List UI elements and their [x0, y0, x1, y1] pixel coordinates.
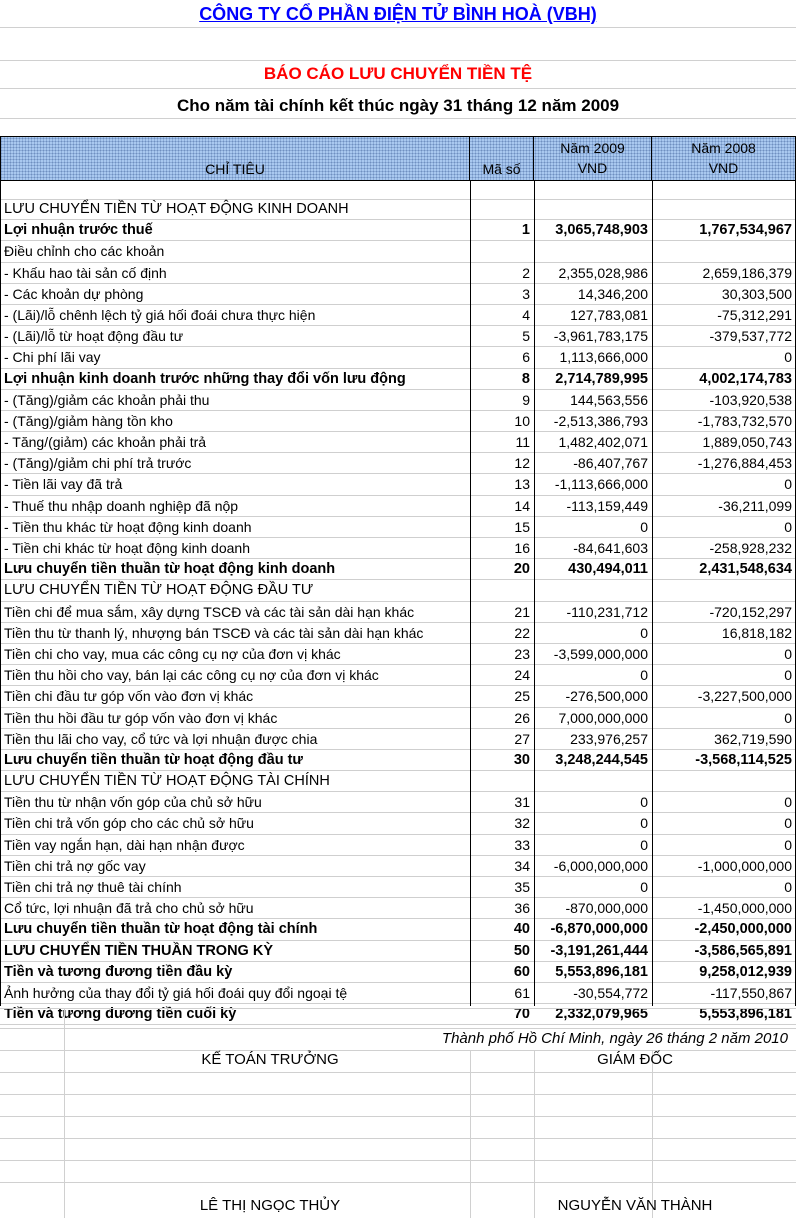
- row-label: Tiền chi trả nợ thuê tài chính: [4, 879, 182, 895]
- chief-accountant-title: KẾ TOÁN TRƯỞNG: [201, 1051, 339, 1068]
- table-row: [0, 877, 796, 898]
- table-row: [0, 983, 796, 1004]
- table-row: [0, 580, 796, 601]
- table-row: [0, 347, 796, 368]
- row-value-2008: -103,920,538: [709, 391, 792, 408]
- column-separator: [534, 180, 535, 1006]
- row-label: Tiền vay ngắn hạn, dài hạn nhận được: [4, 836, 245, 853]
- director-title: GIÁM ĐỐC: [597, 1051, 673, 1068]
- row-code: 70: [513, 1006, 530, 1023]
- row-code: 22: [514, 624, 530, 641]
- row-code: 35: [514, 879, 530, 895]
- row-value-2008: -3,227,500,000: [697, 688, 792, 705]
- row-label: Lợi nhuận trước thuế: [4, 222, 153, 239]
- column-separator: [470, 180, 471, 1006]
- row-label: Tiền thu từ thanh lý, nhượng bán TSCĐ và các tài sản dài hạn khác: [4, 624, 424, 641]
- table-row: [0, 559, 796, 580]
- row-code: 21: [514, 603, 530, 620]
- table-row: [0, 220, 796, 241]
- grid-line: [0, 1028, 796, 1029]
- row-value-2009: -276,500,000: [565, 688, 648, 705]
- column-separator: [470, 1050, 471, 1218]
- row-label: - (Lãi)/lỗ từ hoạt động đầu tư: [4, 328, 184, 345]
- table-row: [0, 517, 796, 538]
- row-value-2009: 2,714,789,995: [555, 370, 648, 387]
- row-value-2009: -3,599,000,000: [553, 645, 648, 662]
- row-code: 14: [514, 497, 530, 514]
- header-2009-year: Năm 2009: [560, 140, 625, 156]
- row-value-2008: 16,818,182: [721, 624, 792, 641]
- column-separator: [534, 1050, 535, 1218]
- column-separator: [652, 1050, 653, 1218]
- row-value-2009: 127,783,081: [570, 306, 648, 323]
- row-value-2008: -2,450,000,000: [694, 921, 792, 938]
- row-code: 13: [514, 476, 530, 493]
- row-value-2008: 4,002,174,783: [699, 370, 792, 387]
- row-value-2009: -110,231,712: [566, 603, 648, 620]
- grid-line: [0, 1094, 796, 1095]
- table-row: [0, 474, 796, 495]
- row-value-2009: 1,482,402,071: [558, 434, 648, 451]
- chief-accountant-name: LÊ THỊ NGỌC THỦY: [199, 1197, 341, 1214]
- table-row: [0, 326, 796, 347]
- row-value-2009: 0: [640, 836, 648, 853]
- table-row: [0, 538, 796, 559]
- row-value-2008: -117,550,867: [710, 984, 792, 1001]
- table-row: [0, 241, 796, 262]
- grid-line: [0, 1008, 796, 1009]
- column-separator: [64, 1008, 65, 1218]
- grid-line: [0, 1116, 796, 1117]
- row-value-2008: 9,258,012,939: [699, 963, 792, 980]
- row-code: 33: [514, 836, 530, 853]
- place-date: Thành phố Hồ Chí Minh, ngày 26 tháng 2 năm 2010: [441, 1030, 788, 1047]
- row-code: 15: [514, 518, 530, 535]
- blank-row: [0, 180, 796, 200]
- row-value-2008: -36,211,099: [718, 497, 792, 514]
- row-value-2009: -3,191,261,444: [550, 942, 648, 959]
- row-value-2008: 1,889,050,743: [702, 434, 792, 451]
- row-label: - Tiền thu khác từ hoạt động kinh doanh: [4, 518, 252, 535]
- row-code: 61: [514, 984, 530, 1001]
- grid-line: [0, 88, 796, 89]
- row-label: Lưu chuyển tiền thuần từ hoạt động đầu tư: [4, 751, 303, 768]
- table-row: [0, 750, 796, 771]
- row-label: Tiền thu từ nhận vốn góp của chủ sở hữu: [4, 794, 262, 811]
- table-row: [0, 941, 796, 962]
- row-label: - Tiền chi khác từ hoạt động kinh doanh: [4, 540, 250, 556]
- table-row: [0, 813, 796, 834]
- header-code-label: Mã số: [482, 161, 521, 177]
- row-label: Lưu chuyển tiền thuần từ hoạt động kinh doanh: [4, 561, 336, 578]
- row-code: 40: [513, 921, 530, 938]
- row-value-2009: -870,000,000: [565, 900, 648, 917]
- row-value-2008: -720,152,297: [709, 603, 792, 620]
- table-row: [0, 369, 796, 390]
- report-subtitle: Cho năm tài chính kết thúc ngày 31 tháng 12 năm 2009: [176, 96, 620, 115]
- row-value-2008: 2,659,186,379: [702, 264, 792, 281]
- row-label: LƯU CHUYỂN TIỀN THUẦN TRONG KỲ: [4, 942, 274, 959]
- column-separator: [652, 180, 653, 1006]
- row-code: 31: [514, 794, 530, 811]
- row-label: Điều chỉnh cho các khoản: [4, 243, 165, 260]
- row-code: 30: [513, 751, 530, 768]
- row-code: 26: [514, 709, 530, 726]
- row-value-2009: -84,641,603: [573, 540, 648, 556]
- row-value-2008: 0: [784, 645, 792, 662]
- row-value-2008: 0: [784, 667, 792, 684]
- table-row: [0, 962, 796, 983]
- grid-line: [0, 27, 796, 28]
- row-value-2008: 0: [784, 815, 792, 832]
- row-code: 2: [522, 264, 530, 281]
- row-label: Lợi nhuận kinh doanh trước những thay đổi vốn lưu động: [4, 370, 406, 387]
- table-row: [0, 729, 796, 750]
- row-label: - Khấu hao tài sản cố định: [4, 264, 167, 281]
- row-value-2009: 7,000,000,000: [558, 709, 648, 726]
- row-value-2008: -379,537,772: [709, 328, 792, 345]
- header-2008-year: Năm 2008: [691, 140, 756, 156]
- row-value-2008: -1,450,000,000: [697, 900, 792, 917]
- row-value-2009: 0: [640, 879, 648, 895]
- row-label: - Các khoản dự phòng: [4, 285, 144, 302]
- row-label: Tiền chi cho vay, mua các công cụ nợ của đơn vị khác: [4, 645, 341, 662]
- table-row: [0, 602, 796, 623]
- director-name: NGUYỄN VĂN THÀNH: [557, 1197, 713, 1214]
- row-value-2009: 5,553,896,181: [555, 963, 648, 980]
- row-label: - (Tăng)/giảm chi phí trả trước: [4, 455, 192, 472]
- row-value-2009: -1,113,666,000: [554, 476, 648, 493]
- row-code: 3: [522, 285, 530, 302]
- header-code: [470, 137, 534, 180]
- grid-line: [0, 1072, 796, 1073]
- row-value-2009: 0: [640, 815, 648, 832]
- row-value-2009: -6,000,000,000: [553, 857, 648, 874]
- table-row: [0, 432, 796, 453]
- row-value-2008: -75,312,291: [717, 306, 792, 323]
- row-code: 10: [514, 412, 530, 429]
- row-code: 36: [514, 900, 530, 917]
- header-year-2008: [652, 137, 796, 180]
- table-row: [0, 665, 796, 686]
- row-code: 32: [514, 815, 530, 832]
- header-year-2009: [534, 137, 652, 180]
- row-code: 9: [522, 391, 530, 408]
- row-label: - (Tăng)/giảm các khoản phải thu: [4, 391, 210, 408]
- table-row: [0, 390, 796, 411]
- grid-line: [0, 1160, 796, 1161]
- row-code: 1: [521, 222, 530, 239]
- row-value-2008: 0: [784, 879, 792, 895]
- row-value-2009: 2,332,079,965: [555, 1006, 648, 1023]
- row-value-2009: 3,065,748,903: [555, 222, 648, 239]
- row-label: LƯU CHUYỂN TIỀN TỪ HOẠT ĐỘNG KINH DOANH: [4, 201, 349, 217]
- table-row: [0, 792, 796, 813]
- row-code: 23: [514, 645, 530, 662]
- row-label: Tiền chi đầu tư góp vốn vào đơn vị khác: [4, 688, 254, 705]
- row-value-2008: 0: [784, 836, 792, 853]
- row-label: - Thuế thu nhập doanh nghiệp đã nộp: [4, 497, 239, 514]
- row-label: - Tăng/(giảm) các khoản phải trả: [4, 434, 207, 451]
- row-code: 6: [522, 349, 530, 366]
- row-label: Tiền chi trả nợ gốc vay: [4, 857, 146, 874]
- row-code: 16: [514, 540, 530, 556]
- row-code: 11: [515, 434, 530, 451]
- row-code: 8: [521, 370, 530, 387]
- row-label: - (Lãi)/lỗ chênh lệch tỷ giá hối đoái chưa thực hiện: [4, 306, 316, 323]
- row-value-2009: 0: [640, 624, 648, 641]
- row-value-2009: -2,513,386,793: [553, 412, 648, 429]
- row-code: 27: [514, 730, 530, 747]
- row-value-2009: -6,870,000,000: [550, 921, 648, 938]
- table-row: [0, 919, 796, 940]
- row-value-2008: 2,431,548,634: [699, 561, 792, 578]
- row-code: 50: [513, 942, 530, 959]
- row-value-2009: 14,346,200: [577, 285, 648, 302]
- header-item-label: CHỈ TIÊU: [205, 161, 265, 177]
- grid-line: [0, 1182, 796, 1183]
- row-label: Tiền thu hồi đầu tư góp vốn vào đơn vị khác: [4, 709, 278, 726]
- row-value-2009: 2,355,028,986: [558, 264, 648, 281]
- row-code: 60: [513, 963, 530, 980]
- row-label: Tiền và tương đương tiền cuối kỳ: [4, 1006, 237, 1023]
- row-label: - (Tăng)/giảm hàng tồn kho: [4, 412, 173, 429]
- table-row: [0, 708, 796, 729]
- table-row: [0, 771, 796, 792]
- row-value-2008: 0: [784, 794, 792, 811]
- row-label: Tiền và tương đương tiền đầu kỳ: [4, 963, 233, 980]
- table-row: [0, 199, 796, 220]
- row-code: 5: [522, 328, 530, 345]
- row-label: Tiền thu hồi cho vay, bán lại các công cụ nợ của đơn vị khác: [4, 667, 379, 684]
- table-row: [0, 623, 796, 644]
- table-row: [0, 411, 796, 432]
- table-row: [0, 453, 796, 474]
- table-row: [0, 263, 796, 284]
- row-value-2008: -1,783,732,570: [697, 412, 792, 429]
- table-row: [0, 686, 796, 707]
- table-row: [0, 856, 796, 877]
- table-row: [0, 305, 796, 326]
- row-label: Ảnh hưởng của thay đổi tỷ giá hối đoái quy đổi ngoại tệ: [4, 984, 348, 1001]
- row-label: Cổ tức, lợi nhuận đã trả cho chủ sở hữu: [4, 900, 254, 917]
- row-label: Lưu chuyển tiền thuần từ hoạt động tài chính: [4, 921, 318, 938]
- row-label: - Chi phí lãi vay: [4, 349, 101, 366]
- header-item: [0, 137, 470, 180]
- row-value-2008: -1,000,000,000: [697, 857, 792, 874]
- row-value-2008: -3,586,565,891: [694, 942, 792, 959]
- column-separator: [0, 180, 1, 1006]
- row-value-2008: 5,553,896,181: [699, 1006, 792, 1023]
- row-value-2008: 1,767,534,967: [699, 222, 792, 239]
- row-label: LƯU CHUYỂN TIỀN TỪ HOẠT ĐỘNG ĐẦU TƯ: [4, 582, 314, 599]
- row-code: 20: [513, 561, 530, 578]
- row-value-2008: 0: [784, 476, 792, 493]
- report-title: BÁO CÁO LƯU CHUYỂN TIỀN TỆ: [263, 64, 533, 83]
- header-2008-unit: VND: [708, 160, 739, 176]
- row-value-2008: 0: [784, 518, 792, 535]
- row-value-2008: 0: [784, 709, 792, 726]
- row-value-2009: 430,494,011: [568, 561, 648, 578]
- row-code: 34: [514, 857, 530, 874]
- row-value-2009: -86,407,767: [573, 455, 648, 472]
- company-name: CÔNG TY CỔ PHẦN ĐIỆN TỬ BÌNH HOÀ (VBH): [199, 4, 597, 24]
- row-value-2009: -30,554,772: [573, 984, 648, 1001]
- table-row: [0, 644, 796, 665]
- row-value-2009: -113,159,449: [566, 497, 648, 514]
- row-value-2009: 233,976,257: [570, 730, 648, 747]
- row-label: Tiền thu lãi cho vay, cổ tức và lợi nhuận được chia: [4, 730, 318, 747]
- row-code: 24: [514, 667, 530, 684]
- row-label: Tiền chi trả vốn góp cho các chủ sở hữu: [4, 815, 254, 832]
- row-code: 25: [514, 688, 530, 705]
- grid-line: [0, 60, 796, 61]
- header-2009-unit: VND: [577, 160, 608, 176]
- row-label: - Tiền lãi vay đã trả: [4, 476, 123, 493]
- table-row: [0, 496, 796, 517]
- grid-line: [0, 118, 796, 119]
- row-label: Tiền chi để mua sắm, xây dựng TSCĐ và các tài sản dài hạn khác: [4, 603, 415, 620]
- row-value-2009: 0: [640, 667, 648, 684]
- row-value-2009: 1,113,666,000: [559, 349, 648, 366]
- row-value-2008: 0: [784, 349, 792, 366]
- table-header: [0, 136, 796, 181]
- cash-flow-table: [0, 199, 796, 1025]
- row-code: 12: [514, 455, 530, 472]
- row-label: LƯU CHUYỂN TIỀN TỪ HOẠT ĐỘNG TÀI CHÍNH: [4, 773, 330, 790]
- row-value-2009: 3,248,244,545: [555, 751, 648, 768]
- grid-line: [0, 1138, 796, 1139]
- row-value-2008: 362,719,590: [714, 730, 792, 747]
- row-value-2009: 0: [640, 794, 648, 811]
- row-value-2009: 0: [640, 518, 648, 535]
- row-value-2008: -1,276,884,453: [697, 455, 792, 472]
- row-code: 4: [522, 306, 530, 323]
- row-value-2009: 144,563,556: [570, 391, 648, 408]
- row-value-2008: 30,303,500: [721, 285, 792, 302]
- row-value-2008: -3,568,114,525: [695, 751, 792, 768]
- row-value-2009: -3,961,783,175: [553, 328, 648, 345]
- table-row: [0, 284, 796, 305]
- table-row: [0, 898, 796, 919]
- row-value-2008: -258,928,232: [709, 540, 792, 556]
- table-row: [0, 835, 796, 856]
